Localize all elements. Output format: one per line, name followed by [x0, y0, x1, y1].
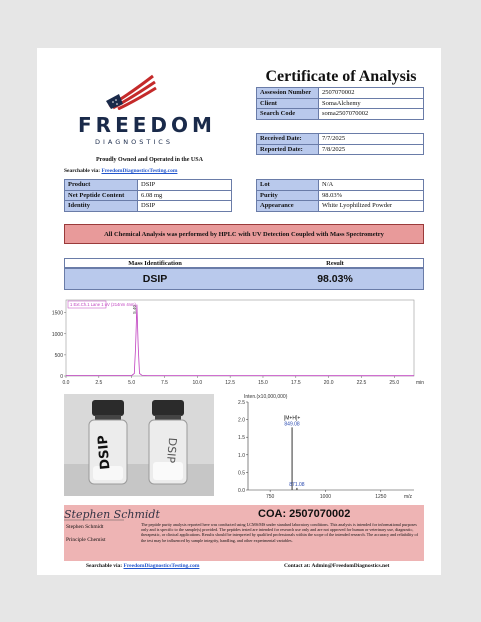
- x-tick-label: 2.5: [95, 380, 103, 386]
- y-tick-label: 1000: [51, 331, 63, 338]
- field-value: N/A: [319, 180, 424, 191]
- x-tick-label: 15.0: [258, 380, 268, 386]
- field-label: Purity: [257, 190, 319, 201]
- searchable-link[interactable]: FreedomDiagnosticsTesting.com: [101, 168, 178, 174]
- mass-id-header: Mass Identification: [128, 260, 182, 267]
- y-tick-label: 1.0: [238, 452, 245, 459]
- footer-searchable: [86, 563, 199, 569]
- y-axis-label: Inten.(x10,000,000): [244, 394, 288, 400]
- mass-id-value: DSIP: [142, 273, 168, 285]
- table-row: [257, 201, 424, 212]
- x-tick-label: 750: [265, 494, 275, 500]
- y-tick-label: 1500: [51, 310, 63, 317]
- field-value: soma2507070002: [319, 109, 424, 120]
- table-row: [257, 109, 424, 120]
- table-row: [257, 98, 424, 109]
- y-tick-label: 2.0: [238, 417, 245, 424]
- field-value: SomaAlchemy: [319, 98, 424, 109]
- field-label: Identity: [65, 201, 138, 212]
- x-tick-label: 0.0: [62, 380, 70, 386]
- plot-area: [66, 300, 414, 376]
- footer-searchable-link[interactable]: FreedomDiagnosticsTesting.com: [123, 563, 200, 569]
- peak-mz-label: 871.08: [289, 481, 305, 488]
- x-tick-label: 17.5: [290, 380, 301, 386]
- field-label: Lot: [257, 180, 319, 191]
- logo-subtitle: DIAGNOSTICS: [95, 138, 173, 146]
- field-label: Search Code: [257, 109, 319, 120]
- vial-right: [149, 400, 187, 484]
- hplc-chromatogram: [40, 294, 430, 390]
- vial-left: [89, 400, 127, 484]
- chemist-name: Stephen Schmidt: [66, 524, 104, 530]
- field-label: Client: [257, 98, 319, 109]
- y-tick-label: 500: [54, 352, 63, 359]
- x-tick-label: 1250: [375, 494, 387, 500]
- mass-result-header: [64, 258, 424, 268]
- chemist-title: Principle Chemist: [66, 537, 106, 543]
- method-banner: All Chemical Analysis was performed by HPLC with UV Detection Coupled with Mass Spectrometry: [64, 224, 424, 244]
- signature: Stephen Schmidt: [64, 508, 160, 521]
- table-row: [65, 190, 232, 201]
- result-value: 98.03%: [317, 273, 353, 285]
- tagline: Proudly Owned and Operated in the USA: [96, 157, 203, 163]
- x-unit-label: min: [416, 380, 425, 386]
- field-value: 7/7/2025: [319, 134, 424, 145]
- result-header: Result: [326, 260, 344, 267]
- searchable-label: Searchable via:: [64, 168, 101, 174]
- x-tick-label: 22.5: [356, 380, 367, 386]
- y-tick-label: 2.5: [238, 400, 245, 406]
- x-tick-label: 12.5: [225, 380, 236, 386]
- logo-wordmark: FREEDOM: [78, 113, 216, 137]
- peak-label: 5.40: [131, 305, 137, 314]
- y-tick-label: 0.0: [238, 488, 245, 494]
- field-value: 7/8/2025: [319, 144, 424, 155]
- coa-number: COA: 2507070002: [258, 508, 351, 520]
- product-table: [64, 179, 232, 212]
- table-row: [65, 201, 232, 212]
- field-value: DSIP: [138, 201, 232, 212]
- disclaimer-text: The peptide purity analysis reported here was conducted using LCMS/MS under standard laboratory conditions. This analysis is intended for informational purposes only and is specific to the sample(s) provided. The peptides tested are intended for research use only and are not approved for human or veterinary use, diagnostic, therapeutic, or clinical applications. Results should be interpreted by qualified professionals within the scope of the intended research. The accuracy and reliability of the test may be influenced by sample integrity, handling, and other experimental variables.: [141, 522, 419, 543]
- field-value: 6.08 mg: [138, 190, 232, 201]
- ion-annotation: [M+H]+: [283, 415, 301, 422]
- lot-table: [256, 179, 424, 212]
- searchable-line: [64, 168, 177, 174]
- field-label: Product: [65, 180, 138, 191]
- flag-swoosh-logo-icon: [105, 74, 157, 110]
- y-tick-label: 0.5: [238, 470, 245, 477]
- x-unit-label: m/z: [404, 494, 413, 500]
- table-row: [257, 134, 424, 145]
- spectrum-background: [226, 392, 424, 504]
- vial-label: DSIP: [95, 434, 114, 471]
- y-tick-label: 0: [60, 374, 63, 380]
- table-row: [257, 180, 424, 191]
- field-value: White Lyophilized Powder: [319, 201, 424, 212]
- footer-contact: Contact at: Admin@FreedomDiagnostics.net: [284, 563, 390, 569]
- field-value: 98.03%: [319, 190, 424, 201]
- field-value: DSIP: [138, 180, 232, 191]
- x-tick-label: 25.0: [389, 380, 400, 386]
- x-tick-label: 20.0: [323, 380, 334, 386]
- legend-entry: 1 Ext.Ch.1 Lane 1 uV (214nm 4nm): [70, 302, 136, 307]
- x-tick-label: 7.5: [161, 380, 168, 386]
- table-row: [257, 88, 424, 99]
- mass-result-row: [64, 268, 424, 290]
- signature-line: [64, 519, 124, 521]
- vials-photo: [64, 394, 214, 496]
- dates-table: [256, 133, 424, 155]
- x-tick-label: 5.0: [128, 380, 136, 386]
- x-tick-label: 10.0: [192, 380, 203, 386]
- y-tick-label: 1.5: [238, 435, 245, 442]
- mass-spectrum: [226, 392, 424, 504]
- field-label: Received Date:: [257, 134, 319, 145]
- table-row: [257, 144, 424, 155]
- table-row: [257, 190, 424, 201]
- x-tick-label: 1000: [319, 494, 332, 500]
- accession-table: [256, 87, 424, 120]
- field-label: Reported Date:: [257, 144, 319, 155]
- page-title: Certificate of Analysis: [265, 68, 417, 85]
- table-row: [65, 180, 232, 191]
- field-label: Assession Number: [257, 88, 319, 99]
- field-value: 2507070002: [319, 88, 424, 99]
- peak-mz-label: 849.08: [284, 421, 300, 428]
- field-label: Net Peptide Content: [65, 190, 138, 201]
- field-label: Appearance: [257, 201, 319, 212]
- footer-searchable-label: Searchable via:: [86, 563, 123, 569]
- vial-label: DSIP: [163, 437, 180, 464]
